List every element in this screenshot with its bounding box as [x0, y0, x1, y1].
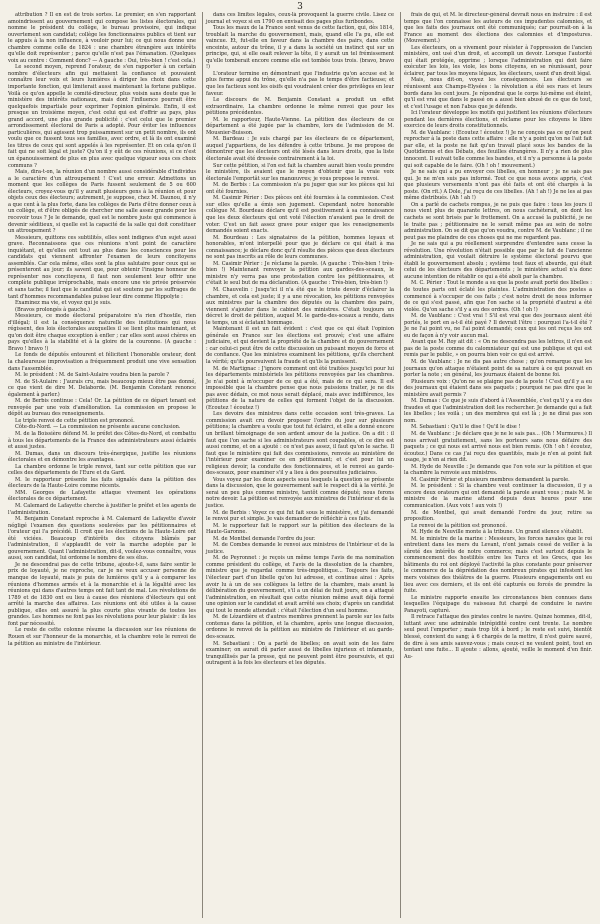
paragraph: Sur cette pétition, si l'on est fait la chambre aurait bien voulu prendre le ministère, ils avaient que le moyen d'obtenir que la vraie voix électorale l'emportât sur les manœuvres; je vous propose le renvoi. [206, 162, 394, 182]
paragraph: La chambre ordonne le triple renvoi, tant sur cette pétition que sur celles des départements de l'Eure et du Gard. [8, 463, 196, 477]
paragraph: M. Sebastiani : Qu'il le dise ! Qu'il le dise ! [411, 424, 521, 431]
paragraph: M. de Berbis : Voyez ce qui fut fait sous le ministère, et j'ai demandé le renvoi pur et simple. Je vais demander de réfléchir à ces faits. [206, 509, 394, 523]
paragraph: M. Dumas, dans un discours très-énergique, justifie les réunions électorales et en démontre les avantages. [8, 450, 196, 464]
paragraph: M. C. Périer : Tout le monde a su que la poste avait porté des libelles : de toutes parts ont éclaté les plaintes. L'administration des postes a commencé à s'occuper de ces faits ; c'est notre droit de nous informer de ce qui s'est passé, afin que l'on sache si la propriété d'autrui a été violée. Qu'on sache s'il y a eu des ordres. (Oh ! oh !) [404, 280, 592, 313]
paragraph: M. de la Boissière défend M. le préfet des Côtes-du-Nord, et combattu à tous les départements de la France des administrateurs aussi éclairés et aussi justes. [8, 431, 196, 451]
column-3 [400, 12, 592, 918]
paragraph: L'orateur termine en démontrant que l'industrie qu'on accuse est le plus ferme appui du trône, qu'elle n'a pas le temps d'être factieuse; et que les factieux sont les oisifs qui voudraient créer des privilèges en leur faveur. [206, 70, 394, 97]
paragraph: Il retrace l'attaque des pirates contre le navire. Quinze hommes, dit-il, luttant avec une admirable intrépidité contre cent trente. Le nombre seul peut l'emporter ; mais trop tôt à bord ; le reste est suivi, bientôt blessé, convient du sang; à 6 chargés de la mettre, il n'est guère sauvé, de dire à ses amis sauvez-vous ; mais ceux-ci ne veulent point, tout en tentant une fuite... Il ajoute : allons, ajouté, veille le moment d'en finir. Au- [404, 614, 592, 660]
paragraph: Mais, dira-t-on, la réunion d'un nombre aussi considérable d'individus a le caractère d'un attroupement ! C'est une erreur. Admettons un moment que les collèges de Paris fussent seulement de 5 ou 600 électeurs, croyez-vous qu'il y aurait plusieurs gens à la réunion et pour objets ceux des électeurs; autrement, je suppose, chez M. Daunou, il n'y a que cent à la plus forte, dans les collèges de Paris d'être donner ceux à un collège, et d'être obligés de chercher une salle assez grande pour les recevoir tous ? Je le demande, quel est le nombre juste qui commence à devenir séditieux, si quelle est la capacité de la salle qui doit constituer un attroupement ? [8, 169, 196, 235]
paragraph: M. Bardeau : Je suis chargé par les électeurs de ce département, auquel j'appartiens, de les défendre à cette tribune. Je me propose de démontrer que les électeurs ont été lésés dans leurs droits, que la liste électorale avait été dressée contrairement à la loi. [206, 136, 394, 163]
paragraph: M. de Berbis continue : Cela! Or. La pétition de ce départ tenant est renvoyée par une voix d'amélioration. La commission en propose le dépôt au bureau des renseignements. [8, 398, 196, 418]
text-columns [8, 12, 592, 918]
paragraph: Côte-du-Nord. — La commission ne présente aucune conclusion. [15, 424, 181, 431]
paragraph: M. de Montbel, qui avait demandé l'ordre du jour, retire sa proposition. [404, 509, 592, 523]
paragraph: M. Sebastiani : On a parlé de libelles; on avait soin de les faire examiner; on aurait dû parler aussi de libelles injurieux et infamants, tranquillisés par la presse, qui ne peuvent point être poursuivis, et qui outragent à la fois les électeurs et les députés. [206, 640, 394, 667]
paragraph: M. le président : Si la chambre veut continuer la discussion, il y a encore deux orateurs qui ont demandé la parole avant vous ; mais M. le ministre de la marine attend depuis deux heures pour une communication. (Aux voix ! aux voix !) [404, 483, 592, 510]
paragraph: M. Casimir Périer : Je réclame la parole. (A gauche : Très-bien ! très-bien !) Maintenant renvoyer la pétition aux gardes-des-sceaux, le ministre n'y verra pas une protestation contre les pétitionnaires, et c'était le seul but de ma déclaration. (A gauche : Très-bien, très-bien !) [206, 260, 394, 287]
paragraph: M. Bourdeau : Les signataires de la pétition, hommes loyaux et honorables, m'ont interpellé pour que je déclare ce qui était à ma connaissance; je déclare donc qu'il résulte des pièces que deux électeurs ne sont pas inscrits au rôle de leurs communes. [206, 234, 394, 261]
paragraph: M. Casimir Périer : Des pièces ont été fournies à la commission. C'est sur elles qu'elle a émis son jugement. Cependant notre honorable collègue M. Bourdeau déclare qu'il est positivement à sa connaissance que les deux électeurs qui ont voté l'élection n'avaient pas le droit de voter. C'est un fait assez grave pour exiger que les renseignements demandés soient exacts. [206, 195, 394, 235]
paragraph: Je ne descendrai pas de cette tribune, ajoute-t-il, sans faire sentir le prix de loyauté, je ne reproche, car je ne veux accuser personne de manque de loyauté, mais je puis de lumières qu'il y a à comparer les réunions d'hommes armés et à la monarchie et à la légalité avec les réunions qui dans d'autres temps ont fait tant de mal. Les révolutions de 1789 et de 1830 ont eu lieu à cause des réunions d'électeurs qui ont arrêté la marche des affaires. Les réunions ont été utiles à la cause publique, elles ont assuré la plus courte plus vivante de toutes les grandes. Les hommes ne font pas les révolutions pour leur plaisir : ils les font par nécessité. [8, 561, 196, 627]
paragraph: M. Chauvelin : Jusqu'ici il n'a été que le triste devoir d'éclairer la chambre, et cela est juste; il y a une révocation, les pétitions renvoyées aux ministres par la chambre des députés ou la chambre des pairs, viennent s'ajouter dans le cabinet des ministres. C'était toujours un décret le droit de pétition, auquel M. le garde-des-sceaux a rendu, dans le temps, un si éclatant hommage. [206, 286, 394, 326]
paragraph: Le triple renvoi de cette pétition est prononcé. [15, 417, 135, 424]
paragraph: M. Dumas : Ce que je suis d'abord à l'Assemblée, c'est qu'il y a eu des fraudes et que l'administration doit les rechercher. Je demande qui a fait les libelles ; les voilà ; un des membres qui est là ; je ne dirai pas son nom. [404, 398, 592, 424]
paragraph: Messieurs, ce mode électoral préparatoire n'a rien d'hostile, rien d'illégal; il est la conséquence naturelle des institutions qui nous régissent, des lois électorales auxquelles il se lient plus maintenant, et qu'on doit être chaque exception à enfler ; car elles sont aussi chères en pays qu'elles à la stabilité et à la gloire de la couronne. (A gauche : Bravo ! bravo !) [8, 313, 196, 352]
paragraph: Messieurs, quittons ces subtilités, elles sont indignes d'un sujet aussi grave. Reconnaissons que ces réunions n'ont point de caractère inquiétant, et qu'elles ont tout au plus dans les consciences pour les candidats qui viennent affronter l'examen de leurs concitoyens assemblés. Car cela même, elles sont la plus salutaire pour ceux qui se présenteront au jour; ils savent que, pour obtenir l'insigne honneur de représenter nos concitoyens, il faut non seulement leur offrir une complète publique irréprochable, mais encore une vie privée préservée et sans tache; il faut que le candidat qui est soutenu par les suffrages de tant d'hommes recommandables puisse leur dire comme Hippolyte : [8, 234, 196, 300]
paragraph: Le reste de cette colonne résume la discussion sur les réunions de Rouen et sur l'honneur de la monarchie, et la chambre vote le renvoi de la pétition au ministre de l'intérieur. [8, 627, 196, 647]
paragraph: M. Calemard de Lafayette cherche à justifier le préfet et les agents de l'administration. [8, 503, 196, 516]
paragraph: M. le ministre de la marine : Messieurs, les forces navales que le roi entretient dans les mers du Levant, n'ont jamais cessé de veiller à la sûreté des intérêts de notre commerce; mais c'est surtout depuis le commencement des hostilités entre les Turcs et les Grecs, que les bâtiments du roi ont déployé l'activité la plus constante pour préserver le commerce de la déprédation des nombreux pirates qui infestent les mers voisines des théâtres de la guerre. Plusieurs engagements ont eu lieu avec ces derniers, et ils ont été capturés ou forcés de prendre la fuite. [404, 535, 592, 595]
paragraph: (Bravos prolongés à gauche.) [15, 306, 90, 313]
paragraph: Examinez ma vie, et voyez qui je suis. [15, 300, 112, 307]
paragraph: M. de Vaublanc : Je ne dis pas autre chose ; qu'on remarque que les journaux qu'on attaque n'étaient point de sa nature à ce qui pouvait en porter la note ; en général, les journaux étaient de bonne foi. [404, 358, 592, 379]
paragraph: Je ne sais qui a pu réellement surprendre d'entendre sans cesse la révolution. Une révolution n'était possible que par le fait de l'ancienne administration, qui voulait détruire le système électoral pourvu que établi le gouvernement absolu ; système tout faux et absurde, qui était celui de les électeurs des départements ; le ministère actuel n'a donc aucune intention de rétablir ce qui a été aboli par la chambre. [404, 241, 592, 280]
paragraph: M. de St-Aulaire : J'aurais cru, mais beaucoup mieux être pas donné, ce que vient de dire M. Delaborde. (M. Benjamin Constant renonce également à parler.) [8, 378, 196, 398]
paragraph: Le renvoi de la pétition est prononcé. [411, 522, 507, 529]
paragraph: M. de Combes demande le renvoi aux ministres de l'intérieur et de la justice. [206, 542, 394, 555]
paragraph: M. de Vaublanc : Je déclare que je ne le sais pas... (Oh ! Murmures.) Il nous arrivait gratuitement, sans les porteurs sans nous défaire des paquets ; ce qui nous est arrivé nous est bien remis. (Oh ! oh ! écoutez, écoutez.) Dans ce cas j'ai reçu des quantités, mais je n'en ai point fait usage, je n'en ai rien dit. [404, 431, 592, 464]
paragraph: Le fonds de députés entourent et félicitent l'honorable orateur, dont la chaleureuse improvisation a fréquemment produit une vive sensation dans l'assemblée. [8, 352, 196, 372]
paragraph: Le second moyen, reprend l'orateur, de s'en rapporter à un certain nombre d'électeurs afin qui mettaient la confiance et pouvaient connaître leur voix et leurs lumières à diriger les choix dans cette importante fonction, qui limiterait aussi maintenant la fortune publique. Voilà ce qu'on appelle le comité-directeur, plus voisin sans doute que le ministère des intérêts nationaux, mais dont l'influence pourrait être quelquefois impartiale pour exprimer l'opinion générale. Enfin, il est presque un troisième moyen, c'est celui qui est d'offrir au pays, plus grand accord, une plus grande publicité : c'est celui que le premier arrondissement électoral de Paris a adopté. Pour éviter les influences particulières, qui agissent trop puissamment sur un petit nombre, ils ont voulu que ce fussent tous ses familles, avec ordre, et là ils ont examiné les titres de ceux qui sont appelés à les représenter. Et on cela qu'on il fait qui ne soit légal et juste? Qu'on il y eût de ces réunions, si ce n'est un épanouissement de plus en plus avec quelque vigueur sous ces choix communs ? [8, 64, 196, 169]
paragraph: M. le rapporteur présente les faits signalés dans la pétition des électeurs de la Haute-Loire comme récents. [8, 476, 196, 490]
paragraph: attribution ? Il en est de trois sortes. Le premier, en s'en rapportant amoindrissent au gouvernement qui compose les listes électorales, qui nomme le président du collège, le bureau provisoire, qui indique ouvertement son candidat; collège les fonctionnaires publics et tient sur le appuis à la non influence, à vouloir pour lui; ce qui nous donne une chambre comme celle de 1824 : une chambre étrangère aux intérêts qu'elle doit représenter ; parce qu'elle n'est pas l'émanation. (Quelques voix au centre : Comment donc? — A gauche : Oui, très-bien ! c'est cela.) [8, 12, 196, 64]
paragraph: Le discours de M. Benjamin Constant a produit un effet extraordinaire. La chambre ordonne le même renvoi que pour les pétitions précédentes. [206, 97, 394, 117]
paragraph: Plusieurs voix : Qu'on ne se plaigne pas de la poste ! C'est qu'il y a eu des journaux qui étaient dans ses paquets ; pourquoi ne pas dire que le ministère avait permis ? [404, 378, 592, 398]
paragraph: Les devoirs des ministres dans cette occasion sont très-graves. La commission avait cru devoir proposer l'ordre du jour sur plusieurs pétitions; la chambre a voulu que tout fut éclairci, et elle a donné encore un brillant témoignage de son ardent amour de la justice. On a dit : il faut que l'on sache si les administrateurs sont coupables, et ce dire est aussi comme, et on a ajouté : ce n'est pas assez, il faut qu'on le sache. Il faut que le ministère qui fait des commissions, renvoie au ministère de l'intérieur pour examiner ce en pétitionnant; et c'est pour lui un religieux devoir, la conduite des fonctionnaires, et le renvoi au garde-des-sceaux, pour examiner s'il y a lieu à des poursuites judiciaires. [206, 411, 394, 477]
paragraph: Tous les maux de la France sont venus de cette faction, qui, dès 1814, troublait la marche du gouvernement, mais, quand elle l'a pu, elle est vaincue. Et, fut-elle en faveur dans la chambre des pairs, dans cette enceinte, autour du trône, il y a dans la société un instinct qui sur un principe, qui, si elle osait relever la tête, il y aurait un tel frémissement qu'elle tomberait encore comme elle est tombée tous trois. (bravo, bravo !) [206, 25, 394, 71]
page-number: 3 [297, 2, 303, 12]
paragraph: frais de qui, et M. le directeur-général devrait nous en instruire : il est temps que l'on connaisse les auteurs de ces impudentes calomnies, et que les faits des journaux ont été communiqués; car pourrait-on à la France au moment des élections des calomnies et d'impostures. (Mouvement.) [404, 12, 592, 45]
paragraph: Maintenant il est un fait évident : c'est que ce qui était l'opinion générale en France sur les élections est prouvé; c'est une affaire judiciaire, et qui devient la propriété de la chambre et du gouvernement : car celui-ci peut être de cette discussion un puissant moyen de force et de confiance. Que les ministres examinent les pétitions, qu'ils cherchent la vérité; qu'ils poursuivent la fraude et qu'ils la punissent. [206, 326, 394, 365]
paragraph: M. Hyde de Neuville monte à la tribune. Un grand silence s'établit. [411, 529, 584, 536]
paragraph: M. de Vaublanc : C'est vrai ! S'il est vrai que des journaux aient été portés, le port en a-t-il été payé ? Il devrait l'être : pourquoi l'a-t-il été ? Je ne l'ai point vu, ne l'ai point demandé; ceux qui les ont reçus les ont eu de façon à n'y voir aucun mal. [404, 313, 592, 339]
paragraph: M. le rapporteur fait le rapport sur la pétition des électeurs de la Haute-Garonne. [206, 522, 394, 536]
paragraph: Ici l'orateur développe les motifs qui justifient les réunions d'électeurs pendant les dernières élections, et réclame pour les citoyens le libre exercice de leurs droits constitutionnels. [404, 110, 592, 130]
paragraph: On a parlé de cachets rompus, je ne puis que faire : tous les jours il nous vient plus de quarante lettres, on nous cachèterait, on dont les cachets se sont brisés par le frottement. On a accusé la publicité, je ne le traite pas ; pétitionnaire ne le serait même pas au sein de notre administration. On se dit que qu'on voudra, contre M. de Vaublanc ; il ne peut pas me plaindre de ces choses qui ne me regardent pas. [404, 201, 592, 241]
paragraph: M. de Vaublanc : (Ecoutez ! écoutez !) Je ne conçois pas ce qu'on peut reprocher à la poste dans cette affaire : elle n'y a point qu'on ne l'ait fait par elle, et la poste ne fait qu'un travail placé sous les bandes de la Quotidienne et des Débats, des feuilles étrangères. Il n'y a rien de plus innocent. Il suivait telle comme les bandes, et il n'y a personne à la poste qui soit capable de le faire. (Oh ! oh ! mouvement.) [404, 129, 592, 169]
paragraph: M. de Lézardière et d'autres membres prennent la parole sur les faits contenus dans la pétition, et la chambre, après une longue discussion, ordonne le renvoi de la pétition au ministre de l'intérieur et au garde-des-sceaux. [206, 614, 394, 640]
column-2 [202, 12, 394, 918]
paragraph: M. le président : M. de Saint-Aulaire voudra bien la parole ? [15, 372, 170, 379]
paragraph: M. Casimir Périer et plusieurs membres demandent la parole. [411, 476, 570, 483]
paragraph: Mais, nous dit-on, voyez les conséquences. Les électeurs se réunissent aux Champs-Elysées : la révolution a été ses rues et leurs bords dans les cent jours. Je répondrai que le corps lui-même est éteint, qu'il est vrai que dans le passé on a aussi bien abusé de ce que de tout, et c'est l'usage et non l'abus que je défends. [404, 77, 592, 110]
paragraph: M. de Martignac : J'ignore comment ont été traitées jusqu'ici pour lui les départements ministériels les pétitions renvoyées par les chambres. Je n'ai point à m'occuper de ce qui a été, mais de ce qui sera. Il est impossible que la chambre pense que nous puissions traiter, je ne dis pas avec dédain, ce mot nous serait déplacé, mais avec indifférence, les pétitions de la nature de celles qui forment l'objet de la discussion. (Ecoutez ! écoutez !) [206, 365, 394, 411]
paragraph: Le ministre rapporte ensuite les circonstances bien connues dans lesquelles l'équipage du vaisseau fut chargé de conduire le navire Panayoti, capturé. [404, 594, 592, 614]
paragraph: M. de Berbis : La commission n'a pu juger que sur les pièces qui lui ont été fournies. [206, 182, 394, 195]
paragraph: M. Benjamin Constant reproche à M. Calemard de Lafayette d'avoir négligé l'examen des questions soulevées par les pétitionnaires et l'orateur qui l'a précédé. Il croit que les élections de la Haute-Loire ont été viciées. Beaucoup d'intérêts des citoyens blâmés par l'administration, il s'applaudit de voir la marche adoptée par le gouvernement. Quant l'administration, dit-il, voulez-vous connaître, vous aussi, son candidat, lui ordonne le nombre de ses élus. [8, 516, 196, 562]
paragraph: Je ne sais qui a pu envoyer ces libelles, en honneur ; je ne sais pas qui. Je ne m'en suis pas informé. Tout ce que nous avons appris, c'est que plusieurs versements n'ont pas été faits et ont été chargés à la poste. (On rit.) A Dole, j'ai reçu de ces libelles. (Ah ! ah !) Je ne les ai pas même distribués. (Ah ! ah !) [404, 169, 592, 202]
paragraph: Vous voyez par les deux aspects sous lesquels la question se présente dans la discussion, que le gouvernement sait le respect dû à la vérité. Je serai un peu plus comme ministre, tantôt comme député; nous ferons notre devoir. La pétition est renvoyée aux ministres de l'intérieur et de la justice. [206, 476, 394, 510]
paragraph: M. le rapporteur, Haute-Vienne. La pétition des électeurs de ce département a été jugée par la chambre, lors de l'admission de M. Mousnier-Buisson. [206, 116, 394, 136]
paragraph: Les électeurs, on a vivement pour résister à l'oppression de l'ancien ministère, ont usé d'un droit, et accompli un devoir. Lorsque l'autorité qui était protégée, opprime ; lorsque l'administration qui doit faire exécuter les lois, les viole, les bons citoyens, en se réunissant, pour éclairer, par tous les moyens légaux, les électeurs, usent d'un droit légal. [404, 44, 592, 77]
paragraph: M. de Peyronnet : je reçois un même temps l'avis de ma nomination comme président du collège, et l'avis de la dissolution de la chambre, ministre que je regardai comme très-impolitique... Toujours les faits, l'électeur part d'un libelle qu'on lui adresse, et continue ainsi : Après avoir lu à un de ses collègues la lettre de la chambre, mais avant la délibération du gouvernement, s'il a un délai de huit jours, on a attaqué l'administration, en résultait que cette réunion même avait déjà formé une opinion sur le candidat et avait arrêté ses choix; d'après un candidat qui tout le monde attendait : c'était l'élection d'un seul homme. [206, 555, 394, 614]
paragraph: M. de Montbel demande l'ordre du jour. [213, 535, 316, 542]
paragraph: MM. Georges de Lafayette attaque vivement les opérations électorales de ce département. [8, 489, 196, 503]
paragraph: Avant que M. Roy ait dit : « On ne descendra pas les lettres, il n'en est pas de la poste comme du calomniateur qui est une publique et qui est remis par le public, » on pourra bien voir ce qui est arrivé. [404, 339, 592, 359]
column-1 [8, 12, 196, 918]
paragraph: dans ces limites légales, ceux-là provoquent la guerre civile. Lisez ce journal et voyez si en 1790 on envisait des pages plus furibondes. [206, 12, 394, 25]
paragraph: M. Hyde de Neuville : Je demande que l'on vote sur la pétition et que la chambre la renvoie aux ministres. [404, 463, 592, 477]
